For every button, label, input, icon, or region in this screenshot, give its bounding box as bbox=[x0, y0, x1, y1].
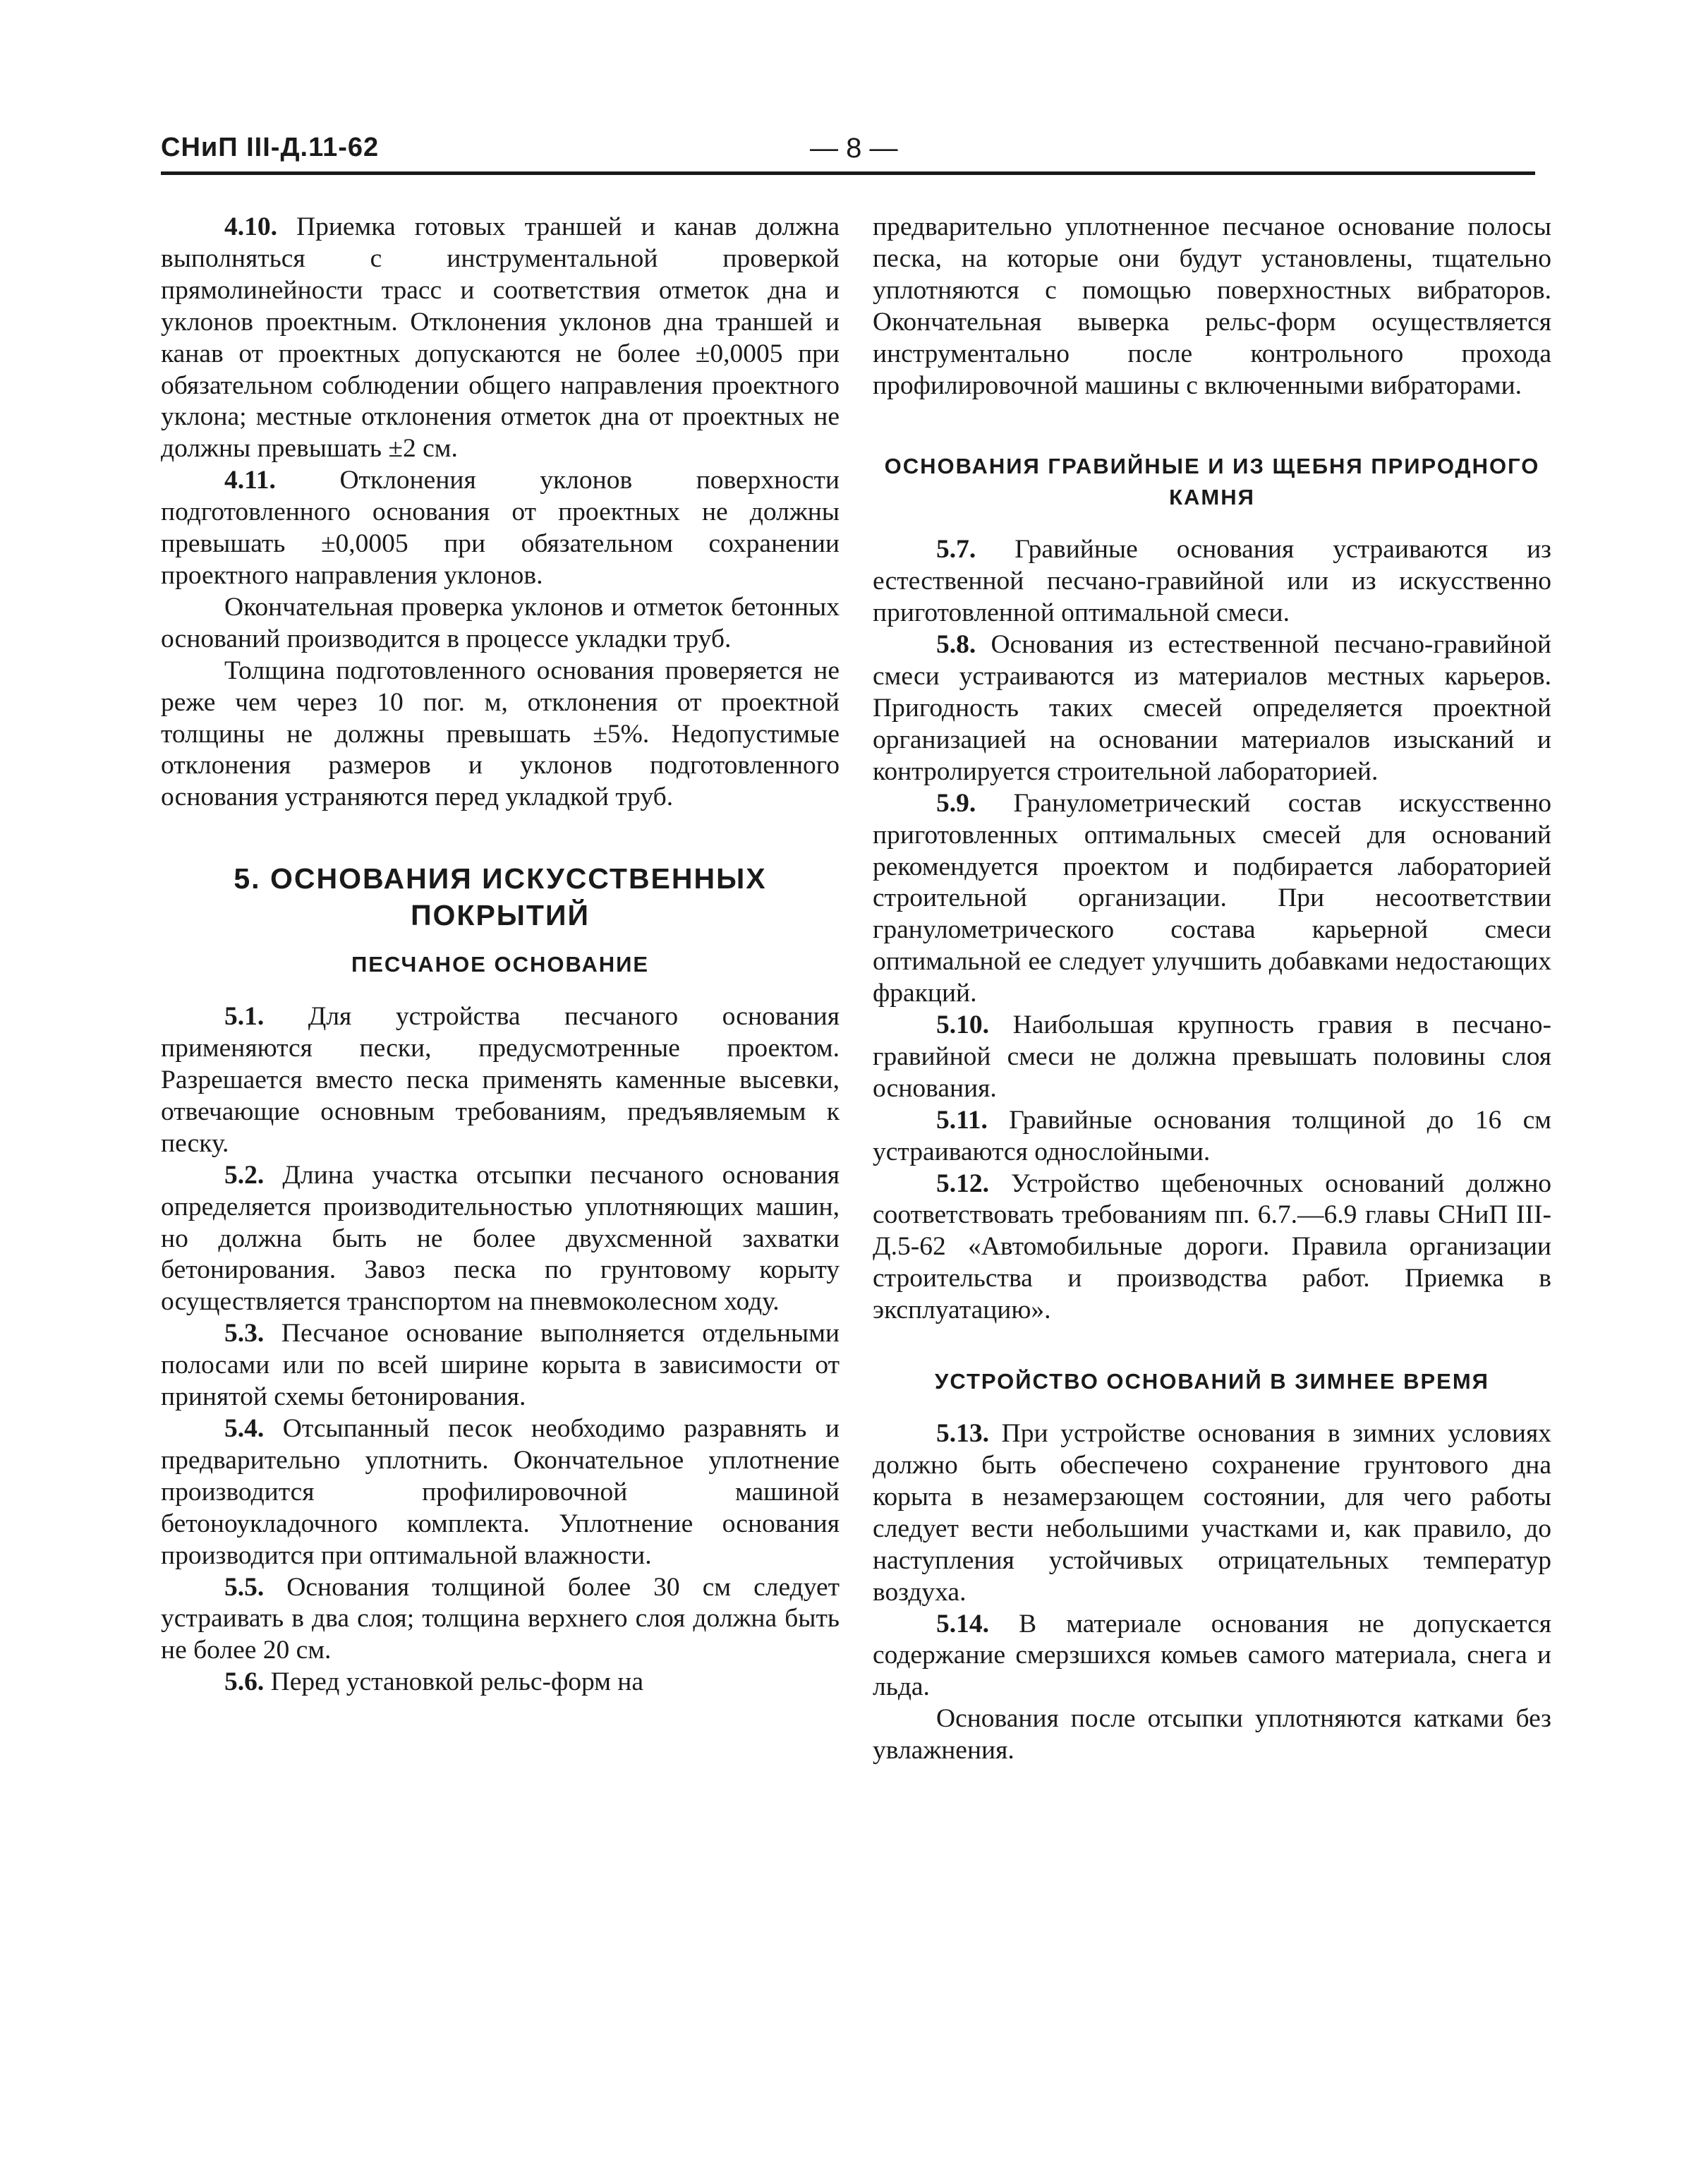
paragraph-5-5 bbox=[161, 1572, 840, 1667]
paragraph-5-4 bbox=[161, 1413, 840, 1572]
paragraph-number: 5.14. bbox=[936, 1609, 989, 1638]
paragraph-number: 5.11. bbox=[936, 1105, 988, 1135]
document-id: СНиП III-Д.11-62 bbox=[161, 133, 380, 162]
paragraph-number: 5.3. bbox=[224, 1319, 265, 1348]
gravel-base-heading: ОСНОВАНИЯ ГРАВИЙНЫЕ И ИЗ ЩЕБНЯ ПРИРОДНОГО КАМНЯ bbox=[884, 454, 1540, 510]
paragraph-number: 4.11. bbox=[224, 466, 276, 495]
paragraph-number: 5.4. bbox=[224, 1414, 265, 1443]
left-column bbox=[161, 212, 840, 1698]
paragraph-final-check: Окончательная проверка уклонов и отметок бетонных оснований производится в процессе укладки труб. bbox=[161, 592, 840, 653]
paragraph-4-10 bbox=[161, 212, 840, 465]
paragraph-5-6 bbox=[161, 1667, 840, 1698]
winter-base-heading: УСТРОЙСТВО ОСНОВАНИЙ В ЗИМНЕЕ ВРЕМЯ bbox=[935, 1369, 1489, 1394]
paragraph-number: 5.13. bbox=[936, 1419, 989, 1449]
paragraph-number: 5.8. bbox=[936, 630, 976, 660]
page-number: — 8 — bbox=[810, 133, 898, 164]
paragraph-number: 5.10. bbox=[936, 1010, 989, 1040]
paragraph-text: Приемка готовых траншей и канав должна выполняться с инструментальной проверкой прямолинейности трасс и соответствия отметок дна и уклонов проектным. Отклонения уклонов дна траншей и канав от проектных допускаются не более ±0,0005 при обязательном соблюдении общего направления проектного уклона; местные отклонения отметок дна от проектных не должны превышать ±2 см. bbox=[161, 212, 840, 464]
paragraph-number: 5.7. bbox=[936, 535, 976, 565]
header-rule bbox=[161, 171, 1535, 175]
paragraph-5-2 bbox=[161, 1160, 840, 1319]
paragraph-number: 5.2. bbox=[224, 1160, 265, 1190]
paragraph-compaction: Основания после отсыпки уплотняются катками без увлажнения. bbox=[873, 1704, 1551, 1765]
right-column bbox=[873, 212, 1551, 1767]
paragraph-text: Устройство щебеночных оснований должно соответствовать требованиям пп. 6.7.—6.9 главы СНиП III-Д.5-62 «Автомобильные дороги. Правила организации строительства и производства работ. Приемка в эксплуатацию». bbox=[873, 1169, 1552, 1325]
paragraph-4-11 bbox=[161, 465, 840, 592]
paragraph-text: Перед установкой рельс-форм на bbox=[270, 1667, 644, 1697]
paragraph-number: 5.6. bbox=[224, 1667, 265, 1697]
paragraph-text: Отклонения уклонов поверхности подготовленного основания от проектных не должны превышать ±0,0005 при обязательном сохранении проектного направления уклонов. bbox=[161, 466, 840, 590]
section-5-heading: 5. ОСНОВАНИЯ ИСКУССТВЕННЫХ ПОКРЫТИЙ bbox=[234, 862, 767, 932]
paragraph-5-13 bbox=[873, 1418, 1551, 1608]
paragraph-5-8 bbox=[873, 629, 1551, 788]
paragraph-number: 4.10. bbox=[224, 212, 277, 241]
paragraph-5-6-continued: предварительно уплотненное песчаное основание полосы песка, на которые они будут установлены, тщательно уплотняются с помощью поверхностных вибраторов. Окончательная выверка рельс-форм осуществляется инструментально после контрольного прохода профилировочной машины с включенными вибраторами. bbox=[873, 212, 1551, 400]
paragraph-5-14 bbox=[873, 1609, 1551, 1704]
paragraph-text: Песчаное основание выполняется отдельными полосами или по всей ширине корыта в зависимости от принятой схемы бетонирования. bbox=[161, 1319, 840, 1412]
paragraph-text: В материале основания не допускается содержание смерзшихся комьев самого материала, снега и льда. bbox=[873, 1609, 1552, 1702]
paragraph-5-7 bbox=[873, 534, 1551, 629]
paragraph-text: Основания толщиной более 30 см следует устраивать в два слоя; толщина верхнего слоя должна быть не более 20 см. bbox=[161, 1572, 840, 1665]
paragraph-thickness: Толщина подготовленного основания проверяется не реже чем через 10 пог. м, отклонения от проектной толщины не должны превышать ±5%. Недопустимые отклонения размеров и уклонов подготовленного основания устраняются перед укладкой труб. bbox=[161, 656, 840, 812]
paragraph-5-12 bbox=[873, 1169, 1551, 1327]
paragraph-text: При устройстве основания в зимних условиях должно быть обеспечено сохранение грунтового дна корыта в незамерзающем состоянии, для чего работы следует вести небольшими участками и, как правило, до наступления устойчивых отрицательных температур воздуха. bbox=[873, 1419, 1551, 1607]
paragraph-text: Гравийные основания устраиваются из естественной песчано-гравийной или из искусственно приготовленной оптимальной смеси. bbox=[873, 535, 1551, 628]
paragraph-number: 5.5. bbox=[224, 1572, 265, 1602]
paragraph-text: Длина участка отсыпки песчаного основания определяется производительностью уплотняющих машин, но должна быть не более двухсменной захватки бетонирования. Завоз песка по грунтовому корыту осуществляется транспортом на пневмоколесном ходу. bbox=[161, 1160, 840, 1317]
paragraph-text: Для устройства песчаного основания применяются пески, предусмотренные проектом. Разрешается вместо песка применять каменные высевки, отвечающие основным требованиям, предъявляемым к песку. bbox=[161, 1002, 840, 1158]
paragraph-text: Гранулометрический состав искусственно приготовленных оптимальных смесей для оснований рекомендуется проектом и подбирается лабораторией строительной организации. При несоответствии гранулометрического состава карьерной смеси оптимальной ее следует улучшить добавками недостающих фракций. bbox=[873, 788, 1552, 1008]
paragraph-number: 5.12. bbox=[936, 1169, 989, 1198]
paragraph-text: Основания из естественной песчано-гравийной смеси устраиваются из материалов местных карьеров. Пригодность таких смесей определяется проектной организацией на основании материалов изысканий и контролируется строительной лабораторией. bbox=[873, 630, 1551, 786]
paragraph-text: Отсыпанный песок необходимо разравнять и предварительно уплотнить. Окончательное уплотнение производится профилировочной машиной бетоноукладочного комплекта. Уплотнение основания производится при оптимальной влажности. bbox=[161, 1414, 840, 1570]
paragraph-5-10 bbox=[873, 1010, 1551, 1105]
paragraph-text: Наибольшая крупность гравия в песчано-гравийной смеси не должна превышать половины слоя основания. bbox=[873, 1010, 1552, 1103]
paragraph-text: Гравийные основания толщиной до 16 см устраиваются однослойными. bbox=[873, 1105, 1552, 1166]
paragraph-number: 5.9. bbox=[936, 788, 976, 818]
paragraph-5-3 bbox=[161, 1318, 840, 1413]
sand-base-heading: ПЕСЧАНОЕ ОСНОВАНИЕ bbox=[351, 952, 650, 977]
paragraph-5-11 bbox=[873, 1105, 1551, 1169]
page-header bbox=[161, 133, 1535, 169]
paragraph-5-1 bbox=[161, 1001, 840, 1160]
paragraph-5-9 bbox=[873, 788, 1551, 1010]
paragraph-number: 5.1. bbox=[224, 1002, 265, 1032]
